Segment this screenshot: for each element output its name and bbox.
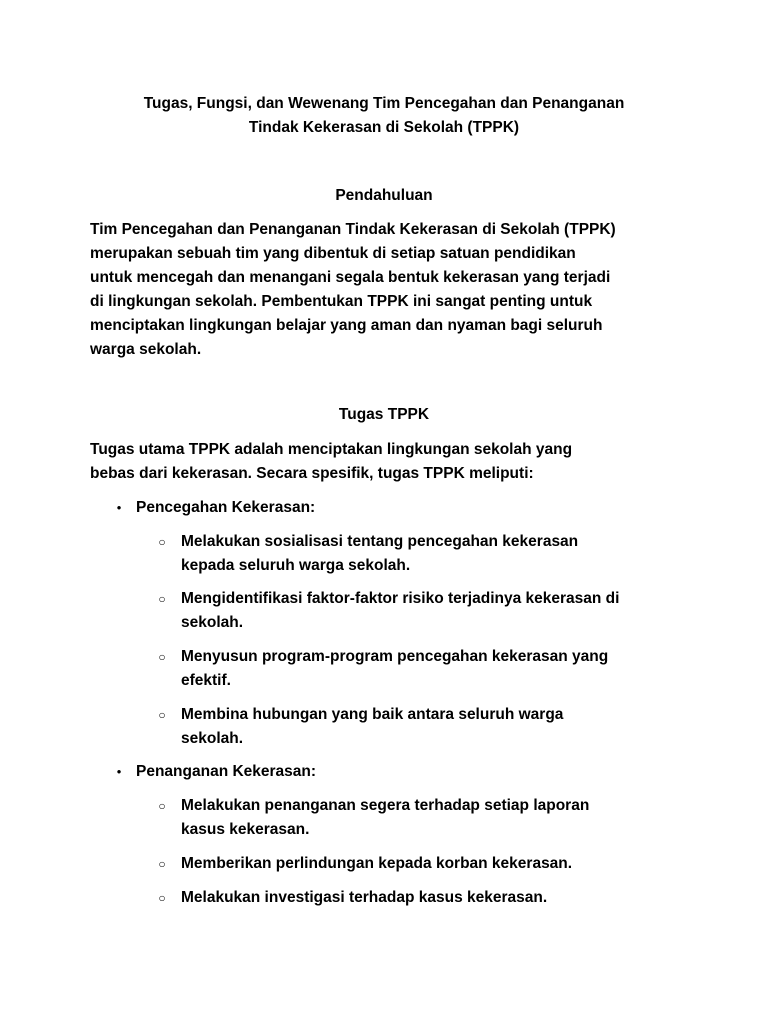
paragraph-line: bebas dari kekerasan. Secara spesifik, tugas TPPK meliputi: <box>90 465 534 482</box>
sub-list-item <box>156 703 686 751</box>
sub-item-text <box>181 587 619 635</box>
paragraph-line: merupakan sebuah tim yang dibentuk di setiap satuan pendidikan <box>90 245 576 262</box>
document-title <box>90 92 678 140</box>
sub-item-line: Membina hubungan yang baik antara seluruh warga <box>181 706 564 723</box>
sub-list-item <box>156 886 686 910</box>
bullet-icon: • <box>116 764 122 779</box>
list-item-pencegahan <box>90 496 690 520</box>
sub-item-text <box>181 703 563 751</box>
paragraph-line: untuk mencegah dan menangani segala bentuk kekerasan yang terjadi <box>90 269 611 286</box>
sub-list-item <box>156 794 686 842</box>
paragraph-line: warga sekolah. <box>90 341 202 358</box>
paragraph-line: Tim Pencegahan dan Penanganan Tindak Kekerasan di Sekolah (TPPK) <box>90 221 616 238</box>
tasks-intro-paragraph <box>90 438 690 486</box>
circle-bullet-icon: ○ <box>158 592 166 606</box>
sub-item-line: sekolah. <box>181 614 244 631</box>
sub-item-text <box>181 645 608 693</box>
paragraph-line: menciptakan lingkungan belajar yang aman dan nyaman bagi seluruh <box>90 317 603 334</box>
sub-item-text <box>181 530 578 578</box>
bullet-label: Penanganan Kekerasan: <box>136 763 317 780</box>
sub-list-item <box>156 852 686 876</box>
paragraph-line: di lingkungan sekolah. Pembentukan TPPK ini sangat penting untuk <box>90 293 593 310</box>
section-heading-tugas: Tugas TPPK <box>338 406 430 423</box>
sub-list-item <box>156 530 686 578</box>
circle-bullet-icon: ○ <box>158 799 166 813</box>
document-title-line: Tindak Kekerasan di Sekolah (TPPK) <box>248 119 520 136</box>
bullet-icon: • <box>116 500 122 515</box>
circle-bullet-icon: ○ <box>158 535 166 549</box>
sub-item-line: Menyusun program-program pencegahan kekerasan yang <box>181 648 609 665</box>
section-heading-pendahuluan: Pendahuluan <box>335 187 433 204</box>
paragraph-line: Tugas utama TPPK adalah menciptakan lingkungan sekolah yang <box>90 441 573 458</box>
sub-item-text <box>181 852 572 876</box>
circle-bullet-icon: ○ <box>158 857 166 871</box>
circle-bullet-icon: ○ <box>158 891 166 905</box>
sub-item-line: Melakukan investigasi terhadap kasus kekerasan. <box>181 889 548 906</box>
sub-item-line: Melakukan penanganan segera terhadap setiap laporan <box>181 797 590 814</box>
list-item-penanganan <box>90 760 690 784</box>
sub-list-item <box>156 587 686 635</box>
intro-paragraph <box>90 218 690 362</box>
sub-item-line: efektif. <box>181 672 231 689</box>
sub-item-line: Melakukan sosialisasi tentang pencegahan kekerasan <box>181 533 579 550</box>
sub-item-line: Memberikan perlindungan kepada korban kekerasan. <box>181 855 573 872</box>
circle-bullet-icon: ○ <box>158 708 166 722</box>
circle-bullet-icon: ○ <box>158 650 166 664</box>
bullet-label: Pencegahan Kekerasan: <box>136 499 316 516</box>
document-title-line: Tugas, Fungsi, dan Wewenang Tim Pencegahan dan Penanganan <box>143 95 625 112</box>
sub-list-item <box>156 645 686 693</box>
sub-item-line: kepada seluruh warga sekolah. <box>181 557 411 574</box>
sub-item-line: sekolah. <box>181 730 244 747</box>
sub-item-text <box>181 886 547 910</box>
sub-item-line: kasus kekerasan. <box>181 821 310 838</box>
sub-item-text <box>181 794 589 842</box>
sub-item-line: Mengidentifikasi faktor-faktor risiko terjadinya kekerasan di <box>181 590 620 607</box>
